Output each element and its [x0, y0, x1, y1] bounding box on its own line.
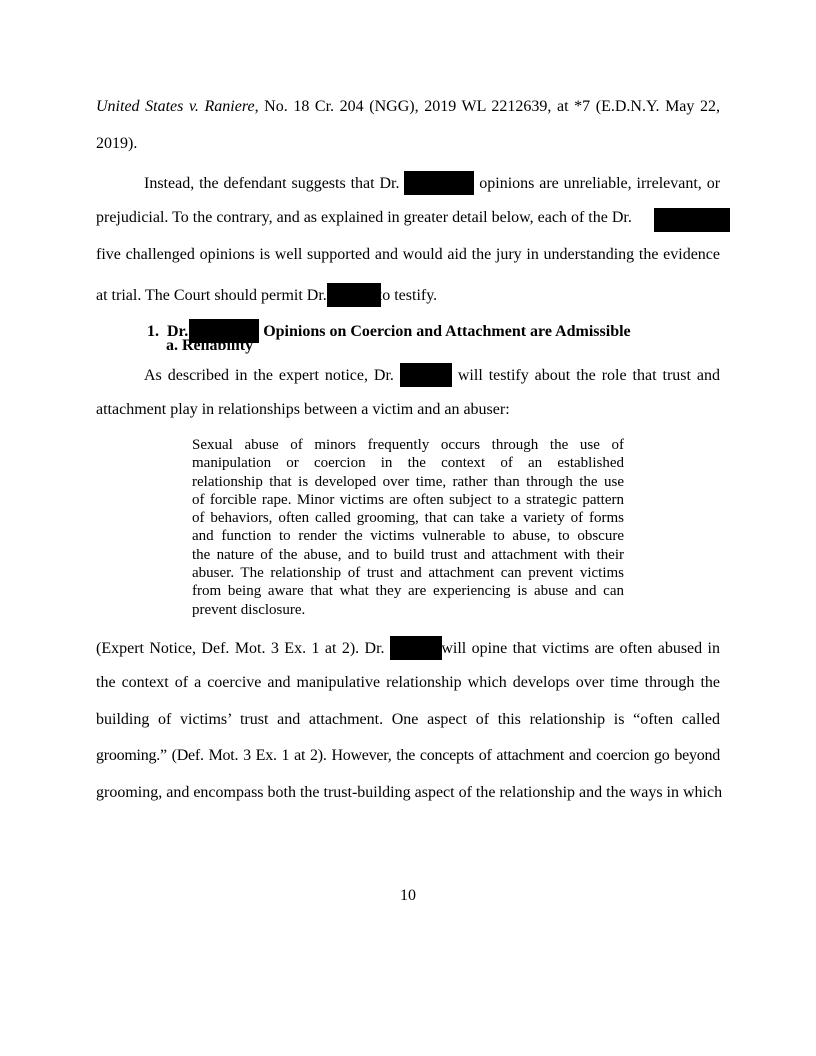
- para1-text: to testify.: [377, 287, 438, 304]
- quote-line: manipulation or coercion in the context of an established: [192, 455, 624, 472]
- quote-line: and function to render the victims vulnerable to abuse, to obscure: [192, 528, 624, 545]
- para1-text: Instead, the defendant suggests that Dr.: [144, 175, 400, 192]
- para1-line4: [96, 283, 720, 307]
- quote-line: prevent disclosure.: [192, 601, 306, 618]
- para2-text: As described in the expert notice, Dr.: [144, 367, 394, 384]
- para3-line2: the context of a coercive and manipulative relationship which develops over time through the: [96, 674, 720, 691]
- citation-line: [96, 97, 720, 117]
- block-quote: [192, 436, 624, 619]
- para3-text: will opine that victims are often abused in: [441, 640, 720, 657]
- para1-line1: [144, 171, 720, 195]
- para2-line1: [144, 363, 720, 387]
- para1-text: opinions are unreliable, irrelevant, or: [479, 175, 721, 192]
- redaction-block: [654, 208, 730, 232]
- redaction-block: [404, 171, 474, 195]
- quote-line: of forcible rape. Minor victims are often subject to a strategic pattern: [192, 491, 624, 508]
- subheading: a. Reliability: [166, 337, 254, 354]
- page-number: 10: [400, 887, 416, 904]
- heading-dr: Dr.: [167, 323, 189, 340]
- para1-text: prejudicial. To the contrary, and as explained in greater detail below, each of the Dr.: [96, 209, 632, 226]
- redaction-block: [390, 636, 442, 660]
- heading-number: 1.: [147, 323, 159, 340]
- para3-line4: grooming.” (Def. Mot. 3 Ex. 1 at 2). However, the concepts of attachment and coercion go beyond: [96, 747, 720, 764]
- quote-line: abuser. The relationship of trust and attachment can prevent victims: [192, 565, 624, 582]
- redaction-block: [400, 363, 452, 387]
- quote-line: from being aware that what they are experiencing is abuse and can: [192, 583, 624, 600]
- quote-line: Sexual abuse of minors frequently occurs through the use of: [192, 437, 624, 453]
- quote-line: the nature of the abuse, and to build trust and attachment with their: [192, 546, 624, 563]
- para3-text: (Expert Notice, Def. Mot. 3 Ex. 1 at 2). Dr.: [96, 640, 385, 657]
- para3-line5: grooming, and encompass both the trust-building aspect of the relationship and the ways in which: [96, 784, 723, 801]
- citation-rest: , No. 18 Cr. 204 (NGG), 2019 WL 2212639, at *7 (E.D.N.Y. May 22,: [254, 98, 721, 115]
- para2-text: will testify about the role that trust and: [457, 367, 721, 384]
- case-name: United States v. Raniere: [96, 98, 255, 115]
- para1-text: at trial. The Court should permit Dr.: [96, 287, 327, 304]
- quote-line: of behaviors, often called grooming, that can take a variety of forms: [192, 510, 624, 527]
- para1-line2: [96, 208, 730, 228]
- para3-line3: building of victims’ trust and attachment. One aspect of this relationship is “often called: [96, 711, 720, 728]
- quote-line: relationship that is developed over time, rather than through the use: [192, 473, 624, 490]
- redaction-block: [327, 283, 381, 307]
- para3-line1: [96, 636, 720, 660]
- para2-line2: attachment play in relationships between a victim and an abuser:: [96, 401, 510, 418]
- heading-title: Opinions on Coercion and Attachment are Admissible: [263, 323, 631, 340]
- citation-cont: 2019).: [96, 135, 138, 152]
- para1-line3: five challenged opinions is well supported and would aid the jury in understanding the evidence: [96, 246, 720, 263]
